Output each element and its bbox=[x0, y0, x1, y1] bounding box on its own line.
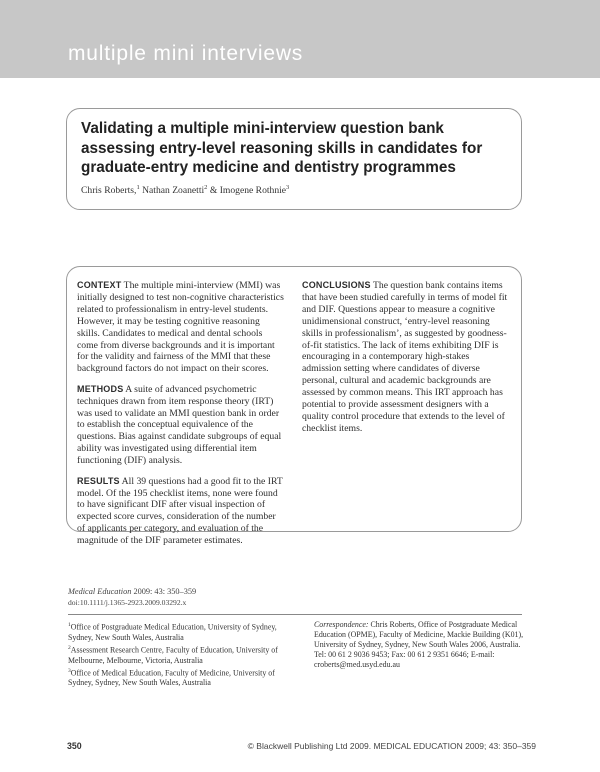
methods-text: A suite of advanced psychometric techniques drawn from item response theory (IRT) was used to validate an MMI question bank in order to establish the conceptual equivalence of the questions. Bias against candidate subgroups of equal ability was investigated using differential item functioning (DIF) analysis. bbox=[77, 383, 282, 467]
correspondence-text: Chris Roberts, Office of Postgraduate Medical Education (OPME), Faculty of Medicine, Mackie Building (K01), University of Sydney, Sydney, New South Wales 2006, Australia. Tel: 00 61 2 9036 9453; Fax: 00 61 2 9351 6646; E-mail: croberts@med.usyd.edu.au bbox=[314, 620, 524, 670]
abstract-column-left bbox=[77, 280, 284, 547]
author-name: Nathan Zoanetti bbox=[142, 184, 205, 196]
abstract-box bbox=[66, 266, 522, 547]
author-affiliation-marker: 2 bbox=[204, 183, 208, 191]
abstract-results bbox=[77, 476, 284, 547]
correspondence bbox=[314, 620, 529, 670]
author-name: Imogene Rothnie bbox=[219, 184, 287, 196]
affiliation-item bbox=[68, 620, 298, 643]
affiliation-item bbox=[68, 643, 298, 666]
journal-name: Medical Education bbox=[68, 587, 132, 596]
doi-link[interactable]: doi:10.1111/j.1365-2923.2009.03292.x bbox=[68, 597, 187, 607]
abstract-column-right bbox=[302, 280, 509, 523]
author-name: Chris Roberts, bbox=[81, 184, 137, 196]
page-number: 350 bbox=[67, 741, 82, 751]
footnote-divider bbox=[68, 614, 522, 615]
results-label: RESULTS bbox=[77, 475, 120, 486]
correspondence-label: Correspondence: bbox=[314, 620, 369, 629]
context-text: The multiple mini-interview (MMI) was initially designed to test non-cognitive characteristics related to professionalism in entry-level students. However, it may be testing cognitive reasoning skills. Candidates to medical and dental schools come from diverse backgrounds and it is important for the validity and fairness of the MMI that these background factors do not impact on their scores. bbox=[77, 280, 284, 375]
affiliation-item bbox=[68, 666, 298, 689]
footer-copyright: © Blackwell Publishing Ltd 2009. MEDICAL EDUCATION 2009; 43: 350–359 bbox=[247, 741, 536, 751]
article-title: Validating a multiple mini-interview question bank assessing entry-level reasoning skills in candidates for graduate-entry medicine and dentistry programmes bbox=[81, 120, 483, 176]
abstract-conclusions bbox=[302, 280, 509, 435]
abstract-context bbox=[77, 280, 284, 375]
methods-label: METHODS bbox=[77, 383, 124, 394]
affiliation-text: Assessment Research Centre, Faculty of Education, University of Melbourne, Melbourne, Victoria, Australia bbox=[68, 645, 278, 665]
section-title: multiple mini interviews bbox=[68, 42, 304, 65]
affiliations bbox=[68, 620, 298, 688]
citation bbox=[68, 587, 196, 608]
author-affiliation-marker: 3 bbox=[286, 183, 290, 191]
author-list bbox=[81, 184, 509, 196]
header-band bbox=[0, 0, 600, 78]
affiliation-marker: 3 bbox=[68, 667, 71, 674]
affiliation-marker: 1 bbox=[68, 622, 71, 628]
conclusions-label: CONCLUSIONS bbox=[302, 280, 371, 290]
affiliation-marker: 2 bbox=[68, 644, 71, 651]
title-box bbox=[66, 108, 522, 210]
citation-details: 2009: 43: 350–359 bbox=[131, 587, 197, 596]
affiliation-text: Office of Medical Education, Faculty of Medicine, University of Sydney, Sydney, New South Wales, Australia bbox=[68, 668, 275, 688]
affiliation-text: Office of Postgraduate Medical Education, University of Sydney, Sydney, New South Wales, Australia bbox=[68, 622, 277, 642]
author-affiliation-marker: 1 bbox=[136, 183, 140, 191]
abstract-methods bbox=[77, 384, 284, 467]
results-text: All 39 questions had a good fit to the IRT model. Of the 195 checklist items, none were found to have significant DIF after visual inspection of expected score curves, consideration of the number of applicants per category, and evaluation of the magnitude of the DIF parameter estimates. bbox=[77, 475, 283, 547]
context-label: CONTEXT bbox=[77, 280, 122, 290]
author-separator: & bbox=[209, 184, 220, 196]
conclusions-text: The question bank contains items that have been studied carefully in terms of model fit and DIF. Questions appear to measure a cognitive unidimensional construct, ‘entry-level reasoning skills in professionalism’, as suggested by goodness-of-fit statistics. The lack of items exhibiting DIF is encouraging in a contemporary high-stakes admission setting where candidates of diverse personal, cultural and academic backgrounds are assessed by common means. This IRT approach has potential to provide assessment designers with a quality control procedure that extends to the level of checklist items. bbox=[302, 280, 508, 434]
